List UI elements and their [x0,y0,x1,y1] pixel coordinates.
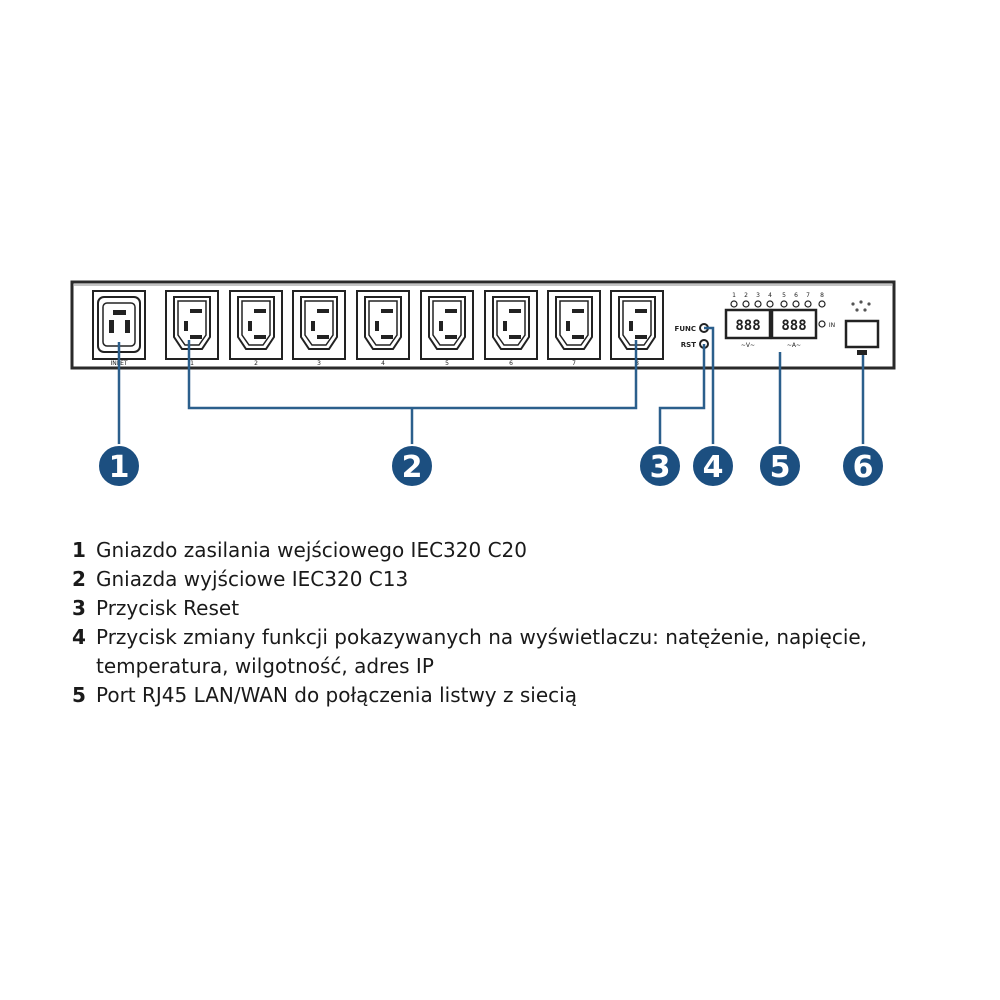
outlet-socket-2 [230,291,282,367]
indicator-led [819,301,825,307]
display-in-label: IN [828,322,836,329]
legend-item [72,623,972,681]
outlet-socket-1 [166,291,218,367]
outlet-number-label: 4 [381,360,385,367]
outlet-number-label: 6 [509,360,513,367]
indicator-led [781,301,787,307]
display-indicator-label: 4 [768,292,772,299]
legend-description: Przycisk zmiany funkcji pokazywanych na wyświetlaczu: natężenie, napięcie, temperatura, wilgotność, adres IP [96,625,868,678]
display-indicator-label: 6 [794,292,798,299]
legend-list [72,536,972,710]
callout-badge-4 [692,445,734,487]
outlet-number-label: 5 [445,360,449,367]
outlet-number-label: 1 [190,360,194,367]
display-indicator-label: 1 [732,292,736,299]
svg-text:6: 6 [852,450,874,485]
callout-badge-1 [98,445,140,487]
in-led [819,321,825,327]
outlet-number-label: 8 [635,360,639,367]
svg-text:4: 4 [702,450,724,485]
callout-badge-3 [639,445,681,487]
svg-text:5: 5 [769,450,791,485]
legend-number: 2 [72,567,86,591]
display-indicator-label: 2 [744,292,748,299]
indicator-led [767,301,773,307]
display-indicator-label: 3 [756,292,760,299]
indicator-led [755,301,761,307]
indicator-led [743,301,749,307]
current-segment-digits: 888 [781,318,807,334]
legend-description: Gniazda wyjściowe IEC320 C13 [96,567,409,591]
voltage-segment-digits: 888 [735,318,761,334]
display-indicator-label: 5 [782,292,786,299]
outlet-number-label: 2 [254,360,258,367]
legend-item [72,536,972,565]
outlet-number-label: 3 [317,360,321,367]
display-a-label: ~A~ [786,342,802,349]
svg-text:3: 3 [649,450,671,485]
display-indicator-label: 8 [820,292,824,299]
legend-number: 5 [72,683,86,707]
svg-text:1: 1 [108,450,130,485]
legend-description: Przycisk Reset [96,596,240,620]
legend-description: Port RJ45 LAN/WAN do połączenia listwy z siecią [96,683,577,707]
legend-item [72,681,972,710]
outlet-socket-6 [485,291,537,367]
legend-item [72,594,972,623]
legend-item [72,565,972,594]
legend-number: 4 [72,625,86,649]
svg-text:2: 2 [401,450,423,485]
func-label: FUNC [674,325,696,333]
inlet-label: INLET [110,360,128,367]
outlet-socket-5 [421,291,473,367]
outlet-socket-3 [293,291,345,367]
callout-badge-6 [842,445,884,487]
legend-number: 1 [72,538,86,562]
legend-number: 3 [72,596,86,620]
callout-badge-2 [391,445,433,487]
outlet-number-label: 7 [572,360,576,367]
indicator-led [731,301,737,307]
display-indicator-label: 7 [806,292,810,299]
legend-description: Gniazdo zasilania wejściowego IEC320 C20 [96,538,527,562]
outlet-socket-4 [357,291,409,367]
indicator-led [805,301,811,307]
display-v-label: ~V~ [740,342,756,349]
outlet-socket-7 [548,291,600,367]
rst-label: RST [680,341,696,349]
indicator-led [793,301,799,307]
callout-badge-5 [759,445,801,487]
